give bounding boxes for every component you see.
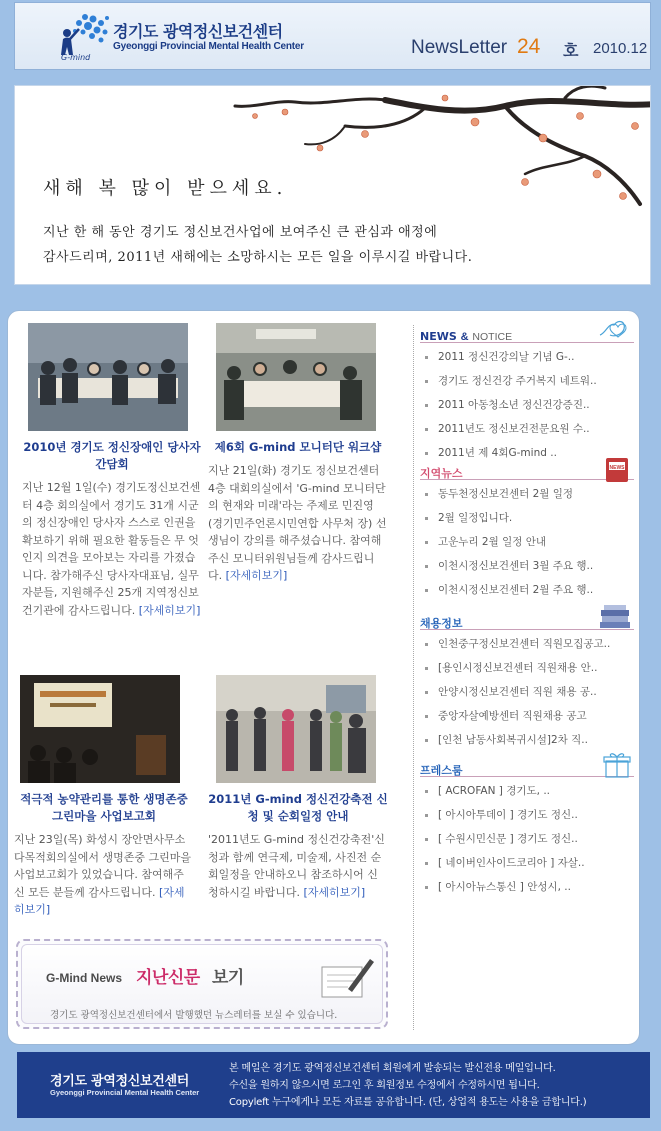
logo-tag: G-mind	[61, 53, 91, 62]
article-summary	[208, 831, 388, 901]
gift-box-icon	[602, 751, 632, 779]
newsletter-label: NewsLetter	[411, 37, 508, 58]
news-badge-icon	[602, 454, 632, 484]
press-item[interactable]: [ 아시아뉴스통신 ] 안성시, ..	[420, 875, 634, 899]
job-item[interactable]: 중앙자살예방센터 직원채용 공고	[420, 704, 634, 728]
news-item[interactable]: 2011 아동청소년 정신건강증진..	[420, 393, 634, 417]
banner-title-rest: 보기	[212, 968, 244, 988]
section-title	[420, 330, 512, 343]
books-icon	[598, 604, 632, 630]
job-item[interactable]: [인천 남동사회복귀시설]2차 직..	[420, 728, 634, 752]
section-header	[420, 612, 634, 630]
article-photo[interactable]	[216, 323, 376, 431]
footer-org-name-en: Gyeonggi Provincial Mental Health Center	[50, 1088, 200, 1097]
heart-doodle-icon	[596, 317, 632, 341]
issue-number: 24	[517, 35, 541, 58]
press-item[interactable]: [ 아시아투데이 ] 경기도 정신..	[420, 803, 634, 827]
greeting-line-2: 감사드리며, 2011년 새해에는 소망하시는 모든 일을 이루시길 바랍니다.	[43, 250, 473, 265]
job-item[interactable]: 안양시정신보건센터 직원 채용 공..	[420, 680, 634, 704]
article-summary-text: 지난 21일(화) 경기도 정신보건센터 4층 대회의실에서 'G-mind 모니터단의 현재와 미래'라는 주제로 민진영(경기민주언론시민연합 사무처 장) 선생님이 강의를 해주셨습니다. 참여해주신 모니터위원님들께 감사드립니다.	[208, 464, 387, 582]
news-amp: &	[460, 331, 469, 343]
article-photo[interactable]	[216, 675, 376, 783]
article-photo[interactable]	[20, 675, 180, 783]
news-item[interactable]: 2011 정신건강의날 기념 G-..	[420, 345, 634, 369]
greeting-body	[43, 220, 643, 270]
footer-line-1: 본 메일은 경기도 광역정신보건센터 회원에게 발송되는 발신전용 메일입니다.	[229, 1063, 556, 1074]
article-card	[208, 323, 388, 585]
local-news-item[interactable]: 동두천정신보건센터 2월 일정	[420, 482, 634, 506]
notice-title: NOTICE	[472, 331, 513, 343]
article-title[interactable]: 제6회 G-mind 모니터단 워크샵	[214, 440, 382, 454]
newspaper-pen-icon	[318, 953, 376, 1003]
new-year-greeting	[14, 85, 651, 285]
article-summary-text: 지난 12월 1일(수) 경기도정신보건센터 4층 회의실에서 경기도 31개 시군의 정신장애인 당사자 스스로 인권을 확보하기 위해 필요한 활동들은 무 엇인지 의견을 모아보는 자리를 가졌습니다. 참가해주신 당사자대표님, 실무자분들, 지원해주신 25개 지역정신보건기관에 감사드립니다.	[22, 481, 201, 617]
read-more-link[interactable]: [자세히보기]	[225, 569, 288, 582]
banner-title-highlight: 지난신문	[136, 968, 200, 988]
article-summary-text: '2011년도 G-mind 정신건강축전'신청과 함께 연극제, 미술제, 사진전 순회일정을 안내하오니 참조하시어 신청하시길 바랍니다.	[208, 833, 385, 899]
article-summary-text: 지난 23일(목) 화성시 장안면사무소 다목적회의실에서 생명존중 그린마을 사업보고회가 있었습니다. 참여해주신 모든 분들께 감사드립니다.	[14, 833, 192, 899]
article-title[interactable]: 적극적 농약관리를 통한 생명존중 그린마을 사업보고회	[20, 792, 188, 823]
section-title: 프레스룸	[420, 764, 463, 777]
job-item[interactable]: [용인시정신보건센터 직원채용 안..	[420, 656, 634, 680]
press-list	[420, 779, 634, 899]
local-news-item[interactable]: 2월 일정입니다.	[420, 506, 634, 530]
article-title[interactable]: 2011년 G-mind 정신건강축전 신청 및 순회일정 안내	[208, 792, 388, 823]
news-item[interactable]: 경기도 정신건강 주거복지 네트워..	[420, 369, 634, 393]
news-item[interactable]: 2011년 제 4회G-mind ..	[420, 441, 634, 465]
org-name: 경기도 광역정신보건센터	[113, 22, 283, 41]
issue-suffix: 호	[563, 41, 579, 60]
past-newsletters-banner[interactable]	[16, 939, 388, 1029]
article-title[interactable]: 2010년 경기도 정신장애인 당사자 간담회	[23, 440, 201, 471]
plum-blossom-illustration	[225, 86, 651, 216]
article-summary	[208, 462, 388, 585]
article-card	[208, 675, 388, 901]
section-header	[420, 462, 634, 480]
news-notice-section	[420, 325, 634, 465]
news-title: NEWS	[420, 330, 457, 343]
issue-date: 2010.12	[593, 40, 648, 57]
press-item[interactable]: [ ACROFAN ] 경기도, ..	[420, 779, 634, 803]
section-title: 지역뉴스	[420, 467, 463, 480]
news-badge-label: NEWS	[609, 465, 625, 471]
local-news-item[interactable]: 고운누리 2월 일정 안내	[420, 530, 634, 554]
footer-line-3: Copyleft 누구에게나 모든 자료를 공유합니다. (단, 상업적 용도는 사용을 금합니다.)	[229, 1097, 587, 1108]
news-item[interactable]: 2011년도 정신보건전문요원 수..	[420, 417, 634, 441]
section-header	[420, 759, 634, 777]
read-more-link[interactable]: [자세히보기]	[138, 603, 201, 617]
read-more-link[interactable]: [자세히보기]	[14, 885, 185, 916]
footer-line-2: 수신을 원하지 않으시면 로그인 후 회원정보 수정에서 수정하시면 됩니다.	[229, 1080, 540, 1091]
pressroom-section	[420, 759, 634, 899]
greeting-title: 새해 복 많이 받으세요.	[43, 178, 288, 199]
jobs-section	[420, 612, 634, 752]
article-card	[22, 323, 202, 619]
section-title: 채용정보	[420, 617, 463, 630]
article-card	[14, 675, 194, 919]
org-name-en: Gyeonggi Provincial Mental Health Center	[113, 41, 304, 52]
local-news-item[interactable]: 이천시정신보건센터 2월 주요 행..	[420, 578, 634, 602]
article-photo[interactable]	[28, 323, 188, 431]
footer-notice	[229, 1060, 586, 1111]
read-more-link[interactable]: [자세히보기]	[303, 885, 366, 899]
banner-description: 경기도 광역정신보건센터에서 발행했던 뉴스레터를 보실 수 있습니다.	[50, 1010, 338, 1021]
column-divider	[413, 325, 414, 1030]
banner-frame	[21, 944, 383, 1024]
footer	[17, 1052, 650, 1118]
article-summary	[14, 831, 194, 919]
newsletter-header	[14, 2, 651, 70]
local-news-section	[420, 462, 634, 602]
footer-org-name: 경기도 광역정신보건센터	[50, 1074, 190, 1089]
main-panel	[7, 310, 640, 1045]
news-list	[420, 345, 634, 465]
article-summary	[22, 479, 202, 619]
press-item[interactable]: [ 네이버인사이드코리아 ] 자살..	[420, 851, 634, 875]
section-header	[420, 325, 634, 343]
jobs-list	[420, 632, 634, 752]
local-news-list	[420, 482, 634, 602]
local-news-item[interactable]: 이천시정신보건센터 3월 주요 행..	[420, 554, 634, 578]
banner-title-en: G-Mind News	[46, 971, 123, 985]
press-item[interactable]: [ 수원시민신문 ] 경기도 정신..	[420, 827, 634, 851]
greeting-line-1: 지난 한 해 동안 경기도 정신보건사업에 보여주신 큰 관심과 애정에	[43, 225, 438, 240]
job-item[interactable]: 인천중구정신보건센터 직원모집공고..	[420, 632, 634, 656]
